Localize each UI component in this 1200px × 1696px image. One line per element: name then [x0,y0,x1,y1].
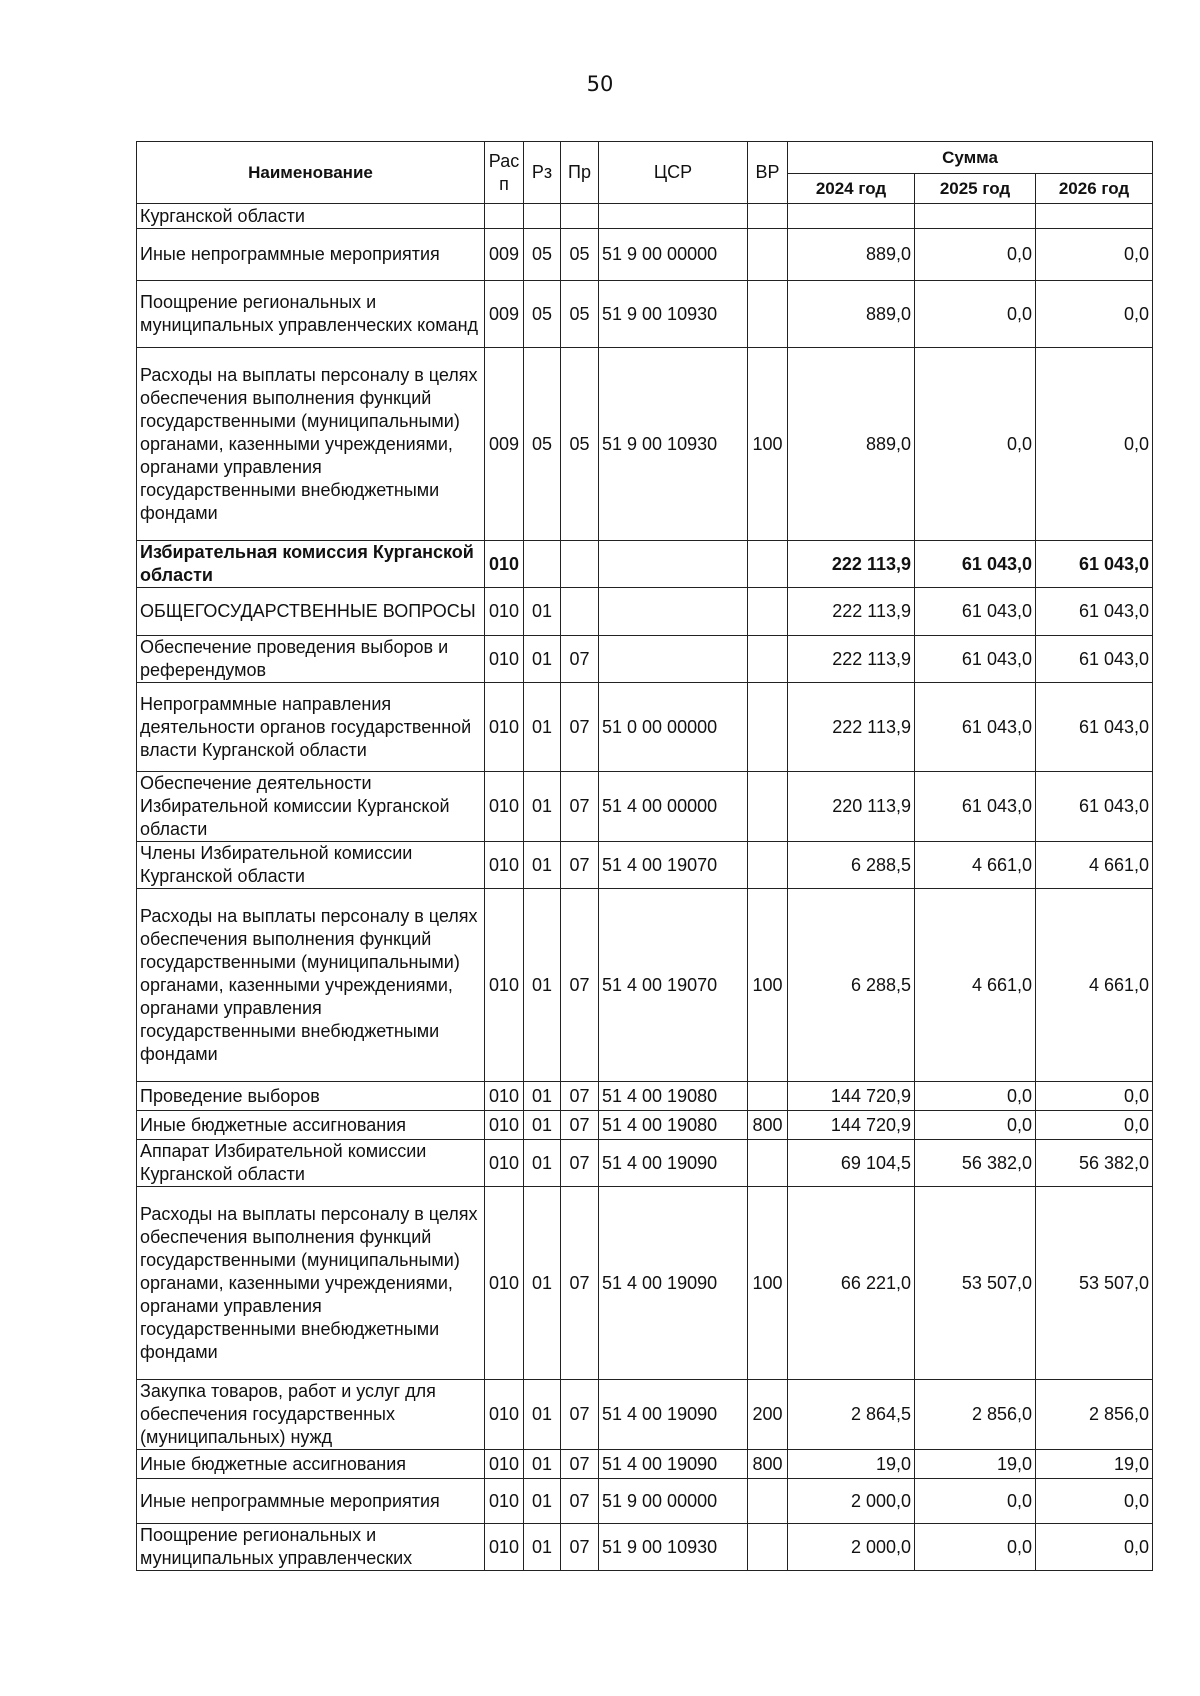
row-csr: 51 4 00 19070 [599,889,748,1082]
table-row [137,1140,1153,1187]
row-ras: 010 [485,1524,524,1571]
row-pr: 07 [561,683,599,772]
row-sum-2025: 61 043,0 [915,588,1036,636]
row-pr: 05 [561,229,599,281]
table-row [137,1082,1153,1111]
row-vr [748,636,788,683]
row-sum-2025: 0,0 [915,229,1036,281]
row-vr: 100 [748,348,788,541]
row-vr [748,281,788,348]
row-name: Избирательная комиссия Курганской области [137,541,485,588]
row-sum-2026: 61 043,0 [1036,636,1153,683]
row-sum-2026: 0,0 [1036,281,1153,348]
row-sum-2025: 4 661,0 [915,842,1036,889]
table-row [137,1187,1153,1380]
row-ras: 009 [485,281,524,348]
row-ras [485,204,524,229]
row-sum-2026: 19,0 [1036,1450,1153,1479]
row-sum-2024: 889,0 [788,229,915,281]
row-csr: 51 4 00 19090 [599,1140,748,1187]
row-sum-2026: 61 043,0 [1036,588,1153,636]
row-ras: 010 [485,1187,524,1380]
row-sum-2024: 6 288,5 [788,889,915,1082]
table-row [137,1479,1153,1524]
row-rz: 01 [524,1450,561,1479]
header-name: Наименование [137,142,485,204]
row-rz: 05 [524,348,561,541]
row-vr [748,1479,788,1524]
row-ras: 010 [485,1111,524,1140]
row-sum-2025: 19,0 [915,1450,1036,1479]
row-csr: 51 4 00 19090 [599,1380,748,1450]
header-csr: ЦСР [599,142,748,204]
row-name: Обеспечение проведения выборов и референдумов [137,636,485,683]
table-row [137,636,1153,683]
row-pr: 07 [561,772,599,842]
header-rz: Рз [524,142,561,204]
table-row [137,204,1153,229]
row-sum-2025: 61 043,0 [915,541,1036,588]
row-sum-2024: 66 221,0 [788,1187,915,1380]
row-rz [524,204,561,229]
row-rz: 01 [524,1479,561,1524]
row-sum-2025: 4 661,0 [915,889,1036,1082]
row-ras: 010 [485,772,524,842]
budget-table [136,141,1153,1571]
row-name: Иные непрограммные мероприятия [137,1479,485,1524]
table-row [137,889,1153,1082]
row-sum-2024: 222 113,9 [788,636,915,683]
row-csr: 51 4 00 19090 [599,1187,748,1380]
row-pr: 07 [561,636,599,683]
row-csr: 51 0 00 00000 [599,683,748,772]
row-csr: 51 4 00 00000 [599,772,748,842]
row-rz: 01 [524,842,561,889]
row-rz: 01 [524,1111,561,1140]
row-sum-2024: 222 113,9 [788,683,915,772]
row-sum-2025: 53 507,0 [915,1187,1036,1380]
row-sum-2025: 61 043,0 [915,772,1036,842]
row-ras: 010 [485,588,524,636]
row-sum-2025: 0,0 [915,1082,1036,1111]
row-pr: 07 [561,1380,599,1450]
row-name: Аппарат Избирательной комиссии Курганской области [137,1140,485,1187]
row-name: Закупка товаров, работ и услуг для обеспечения государственных (муниципальных) нужд [137,1380,485,1450]
row-pr: 07 [561,1082,599,1111]
row-vr [748,842,788,889]
row-sum-2024: 69 104,5 [788,1140,915,1187]
table-row [137,1524,1153,1571]
row-vr [748,772,788,842]
table-row [137,1111,1153,1140]
row-vr: 800 [748,1111,788,1140]
row-pr: 07 [561,889,599,1082]
row-csr: 51 4 00 19080 [599,1082,748,1111]
row-sum-2024: 144 720,9 [788,1111,915,1140]
row-rz: 01 [524,772,561,842]
row-sum-2026: 0,0 [1036,348,1153,541]
row-pr: 07 [561,842,599,889]
table-row [137,229,1153,281]
row-pr: 07 [561,1187,599,1380]
header-pr: Пр [561,142,599,204]
row-rz: 01 [524,683,561,772]
row-sum-2024: 2 864,5 [788,1380,915,1450]
row-pr: 07 [561,1524,599,1571]
row-name: Поощрение региональных и муниципальных управленческих команд [137,281,485,348]
row-pr [561,588,599,636]
row-csr: 51 9 00 10930 [599,348,748,541]
row-sum-2025: 0,0 [915,281,1036,348]
row-csr: 51 4 00 19090 [599,1450,748,1479]
row-sum-2025: 0,0 [915,1479,1036,1524]
header-ras: Рас п [485,142,524,204]
header-year-2025: 2025 год [915,174,1036,204]
table-row [137,683,1153,772]
row-ras: 010 [485,1380,524,1450]
row-sum-2025: 0,0 [915,348,1036,541]
row-name: Непрограммные направления деятельности органов государственной власти Курганской области [137,683,485,772]
row-vr: 200 [748,1380,788,1450]
page-number: 50 [586,72,614,96]
row-sum-2026: 61 043,0 [1036,541,1153,588]
row-name: ОБЩЕГОСУДАРСТВЕННЫЕ ВОПРОСЫ [137,588,485,636]
row-sum-2026: 56 382,0 [1036,1140,1153,1187]
row-ras: 009 [485,229,524,281]
row-sum-2026 [1036,204,1153,229]
row-pr: 05 [561,348,599,541]
row-vr [748,541,788,588]
row-sum-2024: 6 288,5 [788,842,915,889]
row-pr: 07 [561,1479,599,1524]
row-sum-2026: 4 661,0 [1036,889,1153,1082]
row-ras: 010 [485,1479,524,1524]
row-vr [748,204,788,229]
row-sum-2025 [915,204,1036,229]
row-csr: 51 9 00 00000 [599,229,748,281]
table-row [137,1380,1153,1450]
table-row [137,348,1153,541]
row-vr: 800 [748,1450,788,1479]
row-ras: 009 [485,348,524,541]
row-vr [748,588,788,636]
row-sum-2024: 889,0 [788,281,915,348]
row-sum-2025: 2 856,0 [915,1380,1036,1450]
table-body [137,204,1153,1571]
row-vr: 100 [748,889,788,1082]
row-sum-2026: 0,0 [1036,1111,1153,1140]
row-sum-2026: 0,0 [1036,1524,1153,1571]
row-sum-2026: 0,0 [1036,229,1153,281]
table-row [137,772,1153,842]
row-name: Проведение выборов [137,1082,485,1111]
row-sum-2024: 222 113,9 [788,541,915,588]
row-pr [561,204,599,229]
row-csr: 51 9 00 10930 [599,1524,748,1571]
row-sum-2025: 0,0 [915,1524,1036,1571]
row-sum-2026: 53 507,0 [1036,1187,1153,1380]
row-pr: 07 [561,1450,599,1479]
row-name: Члены Избирательной комиссии Курганской области [137,842,485,889]
table-row [137,588,1153,636]
row-rz: 01 [524,1082,561,1111]
row-vr [748,1082,788,1111]
header-vr: ВР [748,142,788,204]
row-vr: 100 [748,1187,788,1380]
row-csr [599,588,748,636]
row-pr: 07 [561,1140,599,1187]
row-csr: 51 9 00 00000 [599,1479,748,1524]
row-csr [599,541,748,588]
table-row [137,842,1153,889]
row-name: Расходы на выплаты персоналу в целях обеспечения выполнения функций государственными (муниципальными) органами, казенными учреждениями, органами управления государственными внебюджетными фондами [137,1187,485,1380]
row-sum-2026: 0,0 [1036,1082,1153,1111]
row-name: Иные непрограммные мероприятия [137,229,485,281]
row-pr: 05 [561,281,599,348]
table-row [137,1450,1153,1479]
row-rz: 01 [524,1524,561,1571]
row-sum-2025: 61 043,0 [915,636,1036,683]
row-rz: 05 [524,229,561,281]
header-sum: Сумма [788,142,1153,174]
row-ras: 010 [485,541,524,588]
table-row [137,541,1153,588]
row-vr [748,683,788,772]
row-name: Курганской области [137,204,485,229]
row-sum-2026: 2 856,0 [1036,1380,1153,1450]
row-sum-2026: 61 043,0 [1036,772,1153,842]
row-sum-2024: 2 000,0 [788,1524,915,1571]
row-rz [524,541,561,588]
row-ras: 010 [485,1450,524,1479]
row-pr: 07 [561,1111,599,1140]
row-rz: 01 [524,1187,561,1380]
row-rz: 01 [524,889,561,1082]
row-name: Расходы на выплаты персоналу в целях обеспечения выполнения функций государственными (муниципальными) органами, казенными учреждениями, органами управления государственными внебюджетными фондами [137,889,485,1082]
row-ras: 010 [485,889,524,1082]
row-name: Иные бюджетные ассигнования [137,1111,485,1140]
row-csr: 51 4 00 19080 [599,1111,748,1140]
header-year-2026: 2026 год [1036,174,1153,204]
row-sum-2024: 220 113,9 [788,772,915,842]
row-name: Иные бюджетные ассигнования [137,1450,485,1479]
row-sum-2024: 222 113,9 [788,588,915,636]
row-rz: 01 [524,588,561,636]
row-rz: 05 [524,281,561,348]
row-rz: 01 [524,1380,561,1450]
header-year-2024: 2024 год [788,174,915,204]
row-sum-2025: 61 043,0 [915,683,1036,772]
row-sum-2024: 144 720,9 [788,1082,915,1111]
table-row [137,281,1153,348]
row-sum-2025: 0,0 [915,1111,1036,1140]
row-csr: 51 4 00 19070 [599,842,748,889]
row-vr [748,1524,788,1571]
row-name: Поощрение региональных и муниципальных управленческих [137,1524,485,1571]
row-sum-2024: 19,0 [788,1450,915,1479]
row-sum-2024 [788,204,915,229]
row-sum-2025: 56 382,0 [915,1140,1036,1187]
row-ras: 010 [485,1082,524,1111]
row-sum-2026: 61 043,0 [1036,683,1153,772]
row-name: Расходы на выплаты персоналу в целях обеспечения выполнения функций государственными (муниципальными) органами, казенными учреждениями, органами управления государственными внебюджетными фондами [137,348,485,541]
row-ras: 010 [485,636,524,683]
row-sum-2024: 2 000,0 [788,1479,915,1524]
row-ras: 010 [485,683,524,772]
row-ras: 010 [485,842,524,889]
row-rz: 01 [524,1140,561,1187]
row-vr [748,229,788,281]
row-vr [748,1140,788,1187]
row-csr [599,204,748,229]
row-ras: 010 [485,1140,524,1187]
row-sum-2026: 4 661,0 [1036,842,1153,889]
row-sum-2026: 0,0 [1036,1479,1153,1524]
row-pr [561,541,599,588]
row-name: Обеспечение деятельности Избирательной комиссии Курганской области [137,772,485,842]
row-sum-2024: 889,0 [788,348,915,541]
row-rz: 01 [524,636,561,683]
row-csr [599,636,748,683]
row-csr: 51 9 00 10930 [599,281,748,348]
